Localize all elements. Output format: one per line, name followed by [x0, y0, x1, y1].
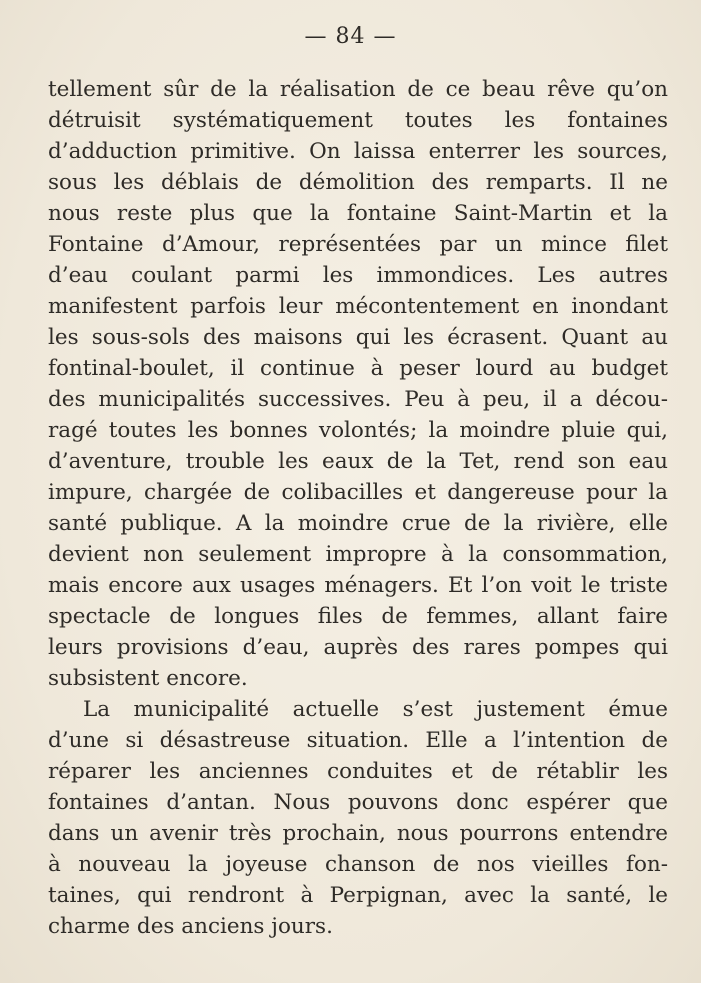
text-line: santé publique. A la moindre crue de la rivière, elle: [48, 511, 668, 536]
text-line: d’adduction primitive. On laissa enterrer les sources,: [48, 139, 668, 164]
text-line: taines, qui rendront à Perpignan, avec la santé, le: [48, 883, 668, 908]
text-line: d’aventure, trouble les eaux de la Tet, rend son eau: [48, 449, 668, 474]
text-line: mais encore aux usages ménagers. Et l’on voit le triste: [48, 573, 668, 598]
text-line: des municipalités successives. Peu à peu, il a décou-: [48, 387, 668, 412]
text-line: sous les déblais de démolition des remparts. Il ne: [48, 170, 668, 195]
text-line: dans un avenir très prochain, nous pourrons entendre: [48, 821, 668, 846]
text-line: La municipalité actuelle s’est justement émue: [83, 697, 668, 722]
text-line: manifestent parfois leur mécontentement en inondant: [48, 294, 668, 319]
text-line: d’une si désastreuse situation. Elle a l’intention de: [48, 728, 668, 753]
text-line: les sous-sols des maisons qui les écrasent. Quant au: [48, 325, 668, 350]
text-line: impure, chargée de colibacilles et dangereuse pour la: [48, 480, 668, 505]
text-line: fontinal-boulet, il continue à peser lourd au budget: [48, 356, 668, 381]
text-line: Fontaine d’Amour, représentées par un mince filet: [48, 232, 668, 257]
text-line: charme des anciens jours.: [48, 914, 333, 939]
text-line: spectacle de longues files de femmes, allant faire: [48, 604, 668, 629]
text-line: tellement sûr de la réalisation de ce beau rêve qu’on: [48, 77, 668, 102]
text-line: fontaines d’antan. Nous pouvons donc espérer que: [48, 790, 668, 815]
text-line: nous reste plus que la fontaine Saint-Martin et la: [48, 201, 668, 226]
text-line: détruisit systématiquement toutes les fontaines: [48, 108, 668, 133]
text-line: devient non seulement impropre à la consommation,: [48, 542, 668, 567]
text-line: réparer les anciennes conduites et de rétablir les: [48, 759, 668, 784]
text-line: ragé toutes les bonnes volontés; la moindre pluie qui,: [48, 418, 668, 443]
text-line: leurs provisions d’eau, auprès des rares pompes qui: [48, 635, 668, 660]
text-line: à nouveau la joyeuse chanson de nos vieilles fon-: [48, 852, 668, 877]
text-line: d’eau coulant parmi les immondices. Les autres: [48, 263, 668, 288]
text-line: subsistent encore.: [48, 666, 248, 691]
page-number: — 84 —: [304, 24, 397, 49]
